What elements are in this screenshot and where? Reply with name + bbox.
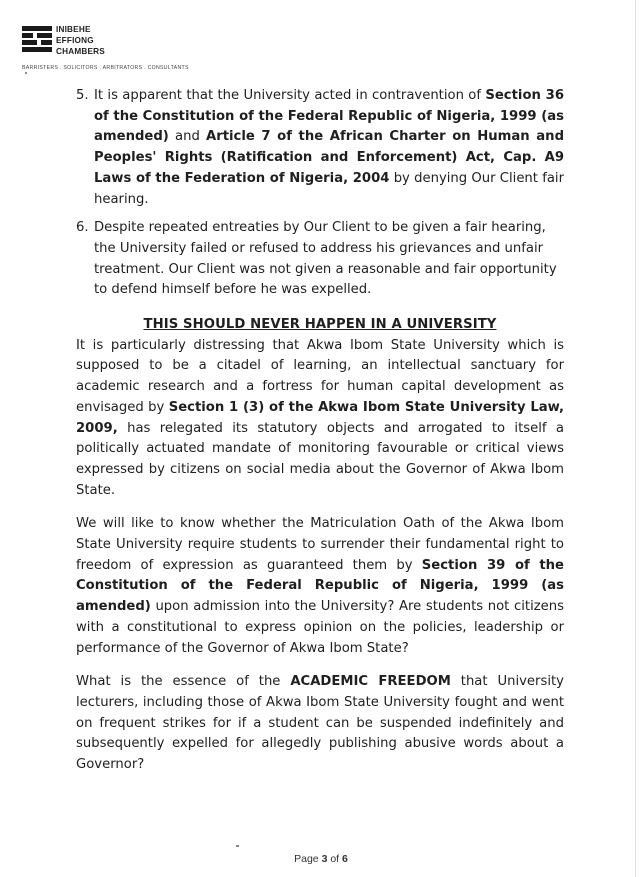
body-paragraph-2-text-1: We will like to know whether the Matriculation Oath of the Akwa Ibom State University require students to surrender their fundamental right to freedom of expression as guaranteed them by: [76, 516, 564, 573]
page-number-current: 3: [321, 853, 328, 865]
paragraph-6-number: 6.: [76, 220, 89, 236]
letter-body: [76, 86, 564, 776]
body-paragraph-3: [76, 672, 564, 776]
body-paragraph-1: [76, 336, 564, 502]
page-number-prefix: Page: [294, 853, 322, 865]
page-number-middle: of: [327, 853, 343, 865]
firm-name: [56, 24, 196, 57]
page-edge: [635, 0, 636, 877]
decorative-dot: [25, 72, 27, 74]
body-paragraph-2-citation: Section 39 of the Constitution of the Federal Republic of Nigeria, 1999 (as amended): [76, 557, 565, 615]
body-paragraph-3-text-1: What is the essence of the: [76, 674, 291, 690]
paragraph-5-text-2: and: [168, 129, 207, 145]
paragraph-6: [76, 218, 564, 301]
body-paragraph-2: [76, 514, 564, 659]
paragraph-5-citation-1: Section 36 of the Constitution of the Federal Republic of Nigeria, 1999 (as amended): [94, 88, 564, 145]
body-paragraph-3-text-2: that University lecturers, including those of Akwa Ibom State University fought and went on frequent strikes for if a student can be suspended indefinitely and subsequently expelled for allegedly publishing abusive words about a Governor?: [76, 674, 564, 773]
paragraph-5-text-3: by denying Our Client fair hearing.: [94, 170, 565, 207]
body-paragraph-1-text-2: has relegated its statutory objects and arrogated to itself a politically actuated mandate of monitoring favourable or critical views expressed by citizens on social media about the Governor of Akwa Ibom State.: [76, 420, 564, 498]
paragraph-6-text: Despite repeated entreaties by Our Client to be given a fair hearing, the University failed or refused to address his grievances and unfair treatment. Our Client was not given a reasonable and fair opportunity to defend himself before he was expelled.: [94, 220, 557, 298]
paragraph-5-text-1: It is apparent that the University acted in contravention of: [94, 88, 486, 103]
page-number: [0, 853, 642, 865]
page-number-total: 6: [342, 853, 348, 865]
body-paragraph-1-citation: Section 1 (3) of the Akwa Ibom State University Law, 2009,: [76, 399, 564, 436]
firm-name-line-2: EFFIONG: [56, 36, 94, 45]
body-paragraph-1-text-1: It is particularly distressing that Akwa Ibom State University which is supposed to be a citadel of learning, an intellectual sanctuary for academic research and a fortress for human capital development as envisaged by: [76, 337, 564, 415]
firm-tagline: BARRISTERS . SOLICITORS . ARBITRATORS . CONSULTANTS: [22, 65, 189, 71]
paragraph-5-citation-2: Article 7 of the African Charter on Human and Peoples' Rights (Ratification and Enforcement) Act, Cap. A9 Laws of the Federation of Nigeria, 2004: [94, 129, 565, 186]
firm-name-line-1: INIBEHE: [56, 25, 91, 34]
body-paragraph-3-emphasis: ACADEMIC FREEDOM: [290, 674, 451, 690]
paragraph-5-number: 5.: [76, 88, 89, 103]
firm-name-line-3: CHAMBERS: [56, 47, 105, 56]
firm-logo-icon: [22, 26, 52, 54]
section-heading: THIS SHOULD NEVER HAPPEN IN A UNIVERSITY: [143, 317, 497, 333]
scan-speck: [236, 845, 239, 847]
body-paragraph-2-text-2: upon admission into the University? Are students not citizens with a constitutional to express opinion on the policies, leadership or performance of the Governor of Akwa Ibom State?: [76, 599, 564, 656]
paragraph-5: [76, 86, 564, 210]
